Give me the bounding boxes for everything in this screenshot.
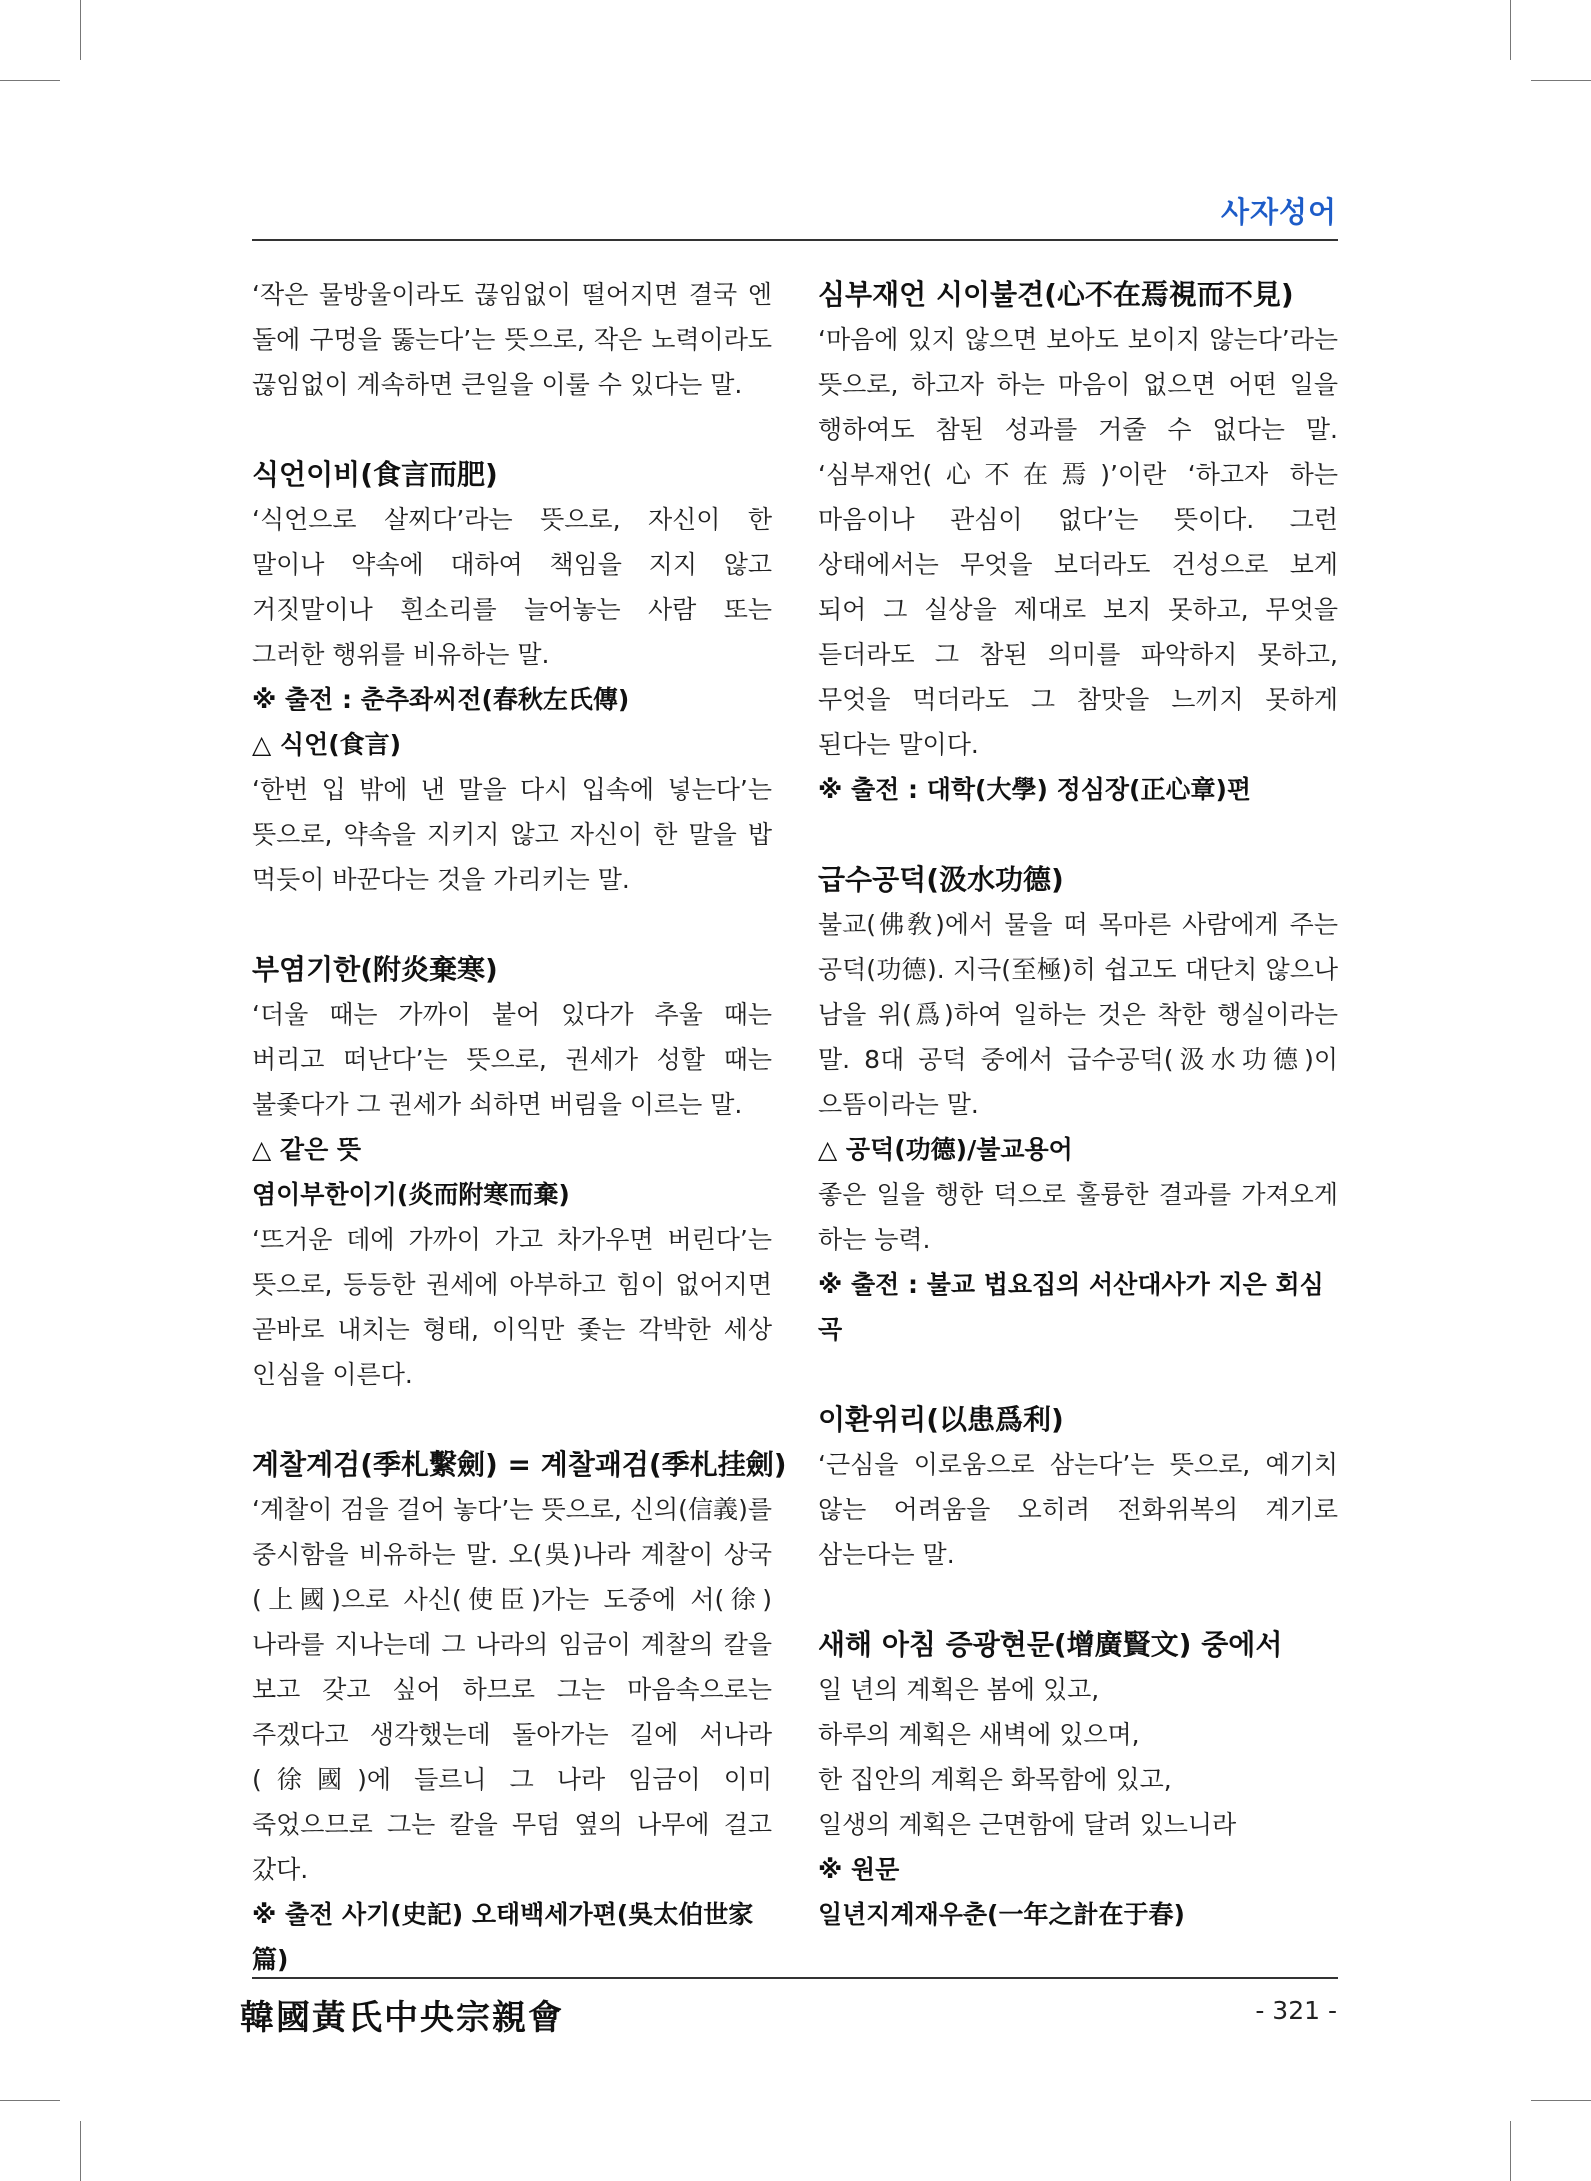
crop-mark (1531, 80, 1591, 81)
entry-heading: 심부재언 시이불견(心不在焉視而不見) (818, 278, 1294, 311)
entry-heading: 급수공덕(汲水功德) (818, 863, 1064, 896)
crop-mark (1531, 2100, 1591, 2101)
entry-text: 불교(佛敎)에서 물을 떠 목마른 사람에게 주는 공덕(功德). 지극(至極)히 쉽고도 대단치 않으나 남을 위(爲)하여 일하는 것은 착한 행실이라는 말. 8대 공덕 중에서 급수공덕(汲水功德)이 으뜸이라는 말. (818, 910, 1338, 1119)
footer-logo: 韓國黃氏中央宗親會 (240, 1998, 564, 2038)
entry-note: △ 공덕(功德)/불교용어 (818, 1135, 1073, 1164)
entry-text: 한 집안의 계획은 화목함에 있고, (818, 1765, 1172, 1794)
crop-mark (0, 80, 60, 81)
entry-note: ※ 출전 : 대학(大學) 정심장(正心章)편 (818, 775, 1252, 804)
crop-mark (80, 2121, 81, 2181)
entry-note: 염이부한이기(炎而附寒而棄) (252, 1180, 570, 1209)
paragraph-gap (818, 1352, 1338, 1397)
entry-note: ※ 출전 : 춘추좌씨전(春秋左氏傳) (252, 685, 630, 714)
crop-mark (0, 2100, 60, 2101)
crop-mark (80, 0, 81, 60)
entry-text: 일 년의 계획은 봄에 있고, (818, 1675, 1100, 1704)
crop-mark (1510, 0, 1511, 60)
entry-text: 좋은 일을 행한 덕으로 훌륭한 결과를 가져오게 하는 능력. (818, 1180, 1338, 1254)
entry-text: ‘작은 물방울이라도 끊임없이 떨어지면 결국 엔 돌에 구멍을 뚫는다’는 뜻으로, 작은 노력이라도 끊임없이 계속하면 큰일을 이룰 수 있다는 말. (252, 280, 772, 399)
right-column (818, 272, 1338, 1937)
entry-text: ‘마음에 있지 않으면 보아도 보이지 않는다’라는 뜻으로, 하고자 하는 마음이 없으면 어떤 일을 행하여도 참된 성과를 거줄 수 없다는 말. ‘심부재언(心不在焉)’이란 ‘하고자 하는 마음이나 관심이 없다’는 뜻이다. 그런 상태에서는 무엇을 보더라도 건성으로 보게 되어 그 실상을 제대로 보지 못하고, 무엇을 듣더라도 그 참된 의미를 파악하지 못하고, 무엇을 먹더라도 그 참맛을 느끼지 못하게 된다는 말이다. (818, 325, 1338, 759)
entry-text: ‘뜨거운 데에 가까이 가고 차가우면 버린다’는 뜻으로, 등등한 권세에 아부하고 힘이 없어지면 곧바로 내치는 형태, 이익만 좇는 각박한 세상 인심을 이른다. (252, 1225, 772, 1389)
entry-note: ※ 출전 사기(史記) 오태백세가편(吳太伯世家篇) (252, 1900, 754, 1974)
entry-heading: 이환위리(以患爲利) (818, 1403, 1064, 1436)
paragraph-gap (818, 812, 1338, 857)
entry-heading: 계찰계검(季札繫劍) = 계찰괘검(季札挂劍) (252, 1448, 787, 1481)
paragraph-gap (818, 1577, 1338, 1622)
entry-text: ‘한번 입 밖에 낸 말을 다시 입속에 넣는다’는 뜻으로, 약속을 지키지 않고 자신이 한 말을 밥 먹듯이 바꾼다는 것을 가리키는 말. (252, 775, 772, 894)
paragraph-gap (252, 1397, 772, 1442)
footer-rule (252, 1977, 1338, 1979)
entry-note: 일년지계재우춘(一年之計在于春) (818, 1900, 1185, 1929)
page-number: - 321 - (1255, 1996, 1337, 2025)
crop-mark (1510, 2121, 1511, 2181)
entry-note: △ 식언(食言) (252, 730, 402, 759)
entry-text: 하루의 계획은 새벽에 있으며, (818, 1720, 1140, 1749)
header-rule (252, 239, 1338, 241)
entry-note: ※ 원문 (818, 1855, 900, 1884)
entry-text: ‘근심을 이로움으로 삼는다’는 뜻으로, 예기치 않는 어려움을 오히려 전화위복의 계기로 삼는다는 말. (818, 1450, 1338, 1569)
entry-heading: 새해 아침 증광현문(增廣賢文) 중에서 (818, 1628, 1283, 1661)
left-column (252, 272, 787, 1982)
paragraph-gap (252, 902, 772, 947)
section-title: 사자성어 (1220, 195, 1337, 229)
entry-text: ‘식언으로 살찌다’라는 뜻으로, 자신이 한 말이나 약속에 대하여 책임을 지지 않고 거짓말이나 흰소리를 늘어놓는 사람 또는 그러한 행위를 비유하는 말. (252, 505, 772, 669)
entry-text: ‘계찰이 검을 걸어 놓다’는 뜻으로, 신의(信義)를 중시함을 비유하는 말. 오(吳)나라 계찰이 상국(上國)으로 사신(使臣)가는 도중에 서(徐)나라를 지나는데 그 나라의 임금이 계찰의 칼을 보고 갖고 싶어 하므로 그는 마음속으로는 주겠다고 생각했는데 돌아가는 길에 서나라(徐國)에 들르니 그 나라 임금이 이미 죽었으므로 그는 칼을 무덤 옆의 나무에 걸고 갔다. (252, 1495, 772, 1884)
entry-note: △ 같은 뜻 (252, 1135, 362, 1164)
entry-heading: 부염기한(附炎棄寒) (252, 953, 498, 986)
entry-heading: 식언이비(食言而肥) (252, 458, 498, 491)
entry-note: ※ 출전 : 불교 법요집의 서산대사가 지은 회심곡 (818, 1270, 1324, 1344)
entry-text: ‘더울 때는 가까이 붙어 있다가 추울 때는 버리고 떠난다’는 뜻으로, 권세가 성할 때는 불좇다가 그 권세가 쇠하면 버림을 이르는 말. (252, 1000, 772, 1119)
entry-text: 일생의 계획은 근면함에 달려 있느니라 (818, 1810, 1237, 1839)
paragraph-gap (252, 407, 772, 452)
